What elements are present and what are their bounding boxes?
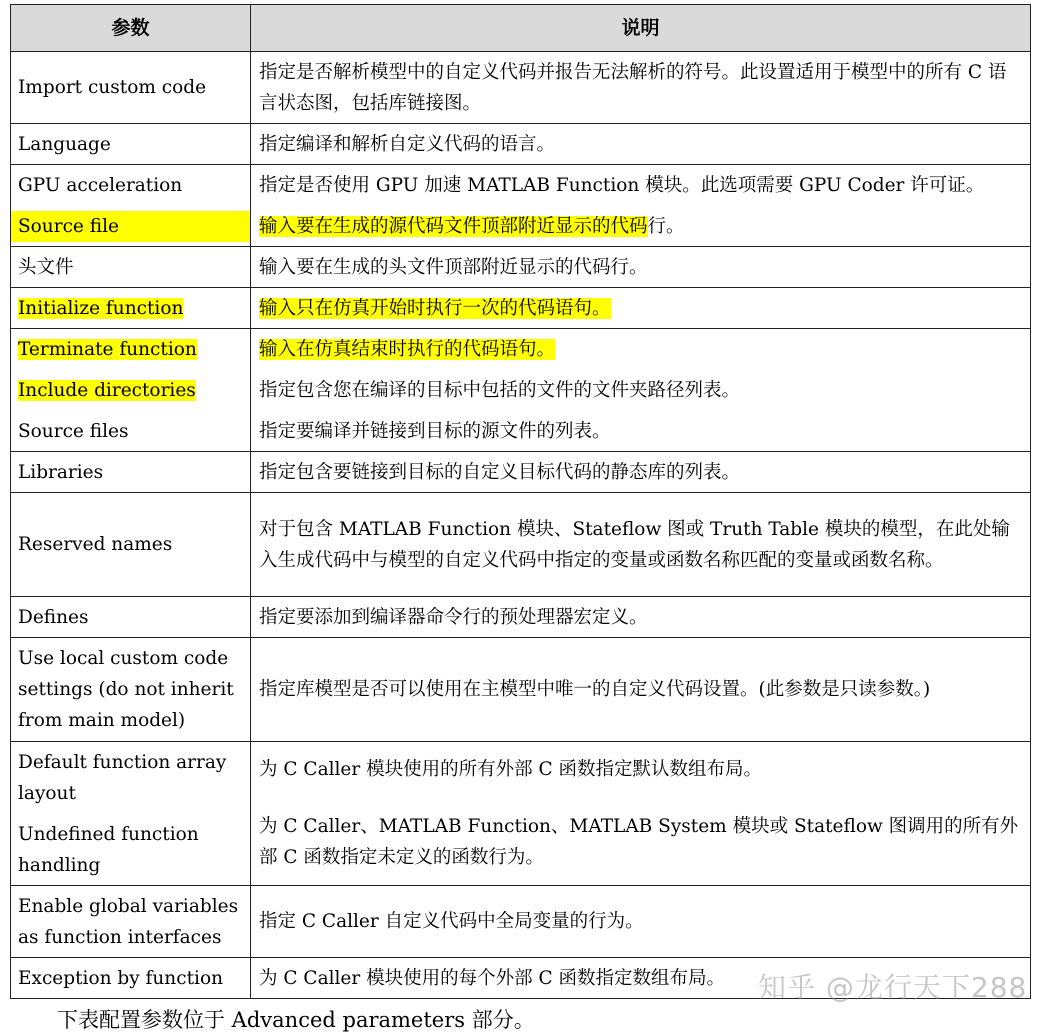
param-description: 输入要在生成的头文件顶部附近显示的代码行。 <box>251 247 1031 288</box>
param-name: Exception by function <box>11 958 251 999</box>
table-row <box>11 597 1031 638</box>
table-row <box>11 638 1031 742</box>
table-header-row <box>11 5 1031 52</box>
highlighted-text: 输入要在生成的源代码文件顶部附近显示的代码 <box>259 215 648 237</box>
column-header-description: 说明 <box>251 5 1031 52</box>
table-row <box>11 124 1031 165</box>
param-description-highlighted: 输入只在仿真开始时执行一次的代码语句。 <box>259 297 611 319</box>
watermark: 知乎 @龙行天下288 <box>758 971 1028 1004</box>
table-row <box>11 886 1031 958</box>
param-name: Default function array layout <box>18 751 227 804</box>
param-description: 为 C Caller 模块使用的每个外部 C 函数指定数组布局。 <box>251 958 1031 999</box>
table-row <box>11 52 1031 124</box>
param-name: Source files <box>18 420 129 442</box>
param-description: 为 C Caller 模块使用的所有外部 C 函数指定默认数组布局。 <box>259 759 763 780</box>
param-name: 头文件 <box>11 247 251 288</box>
param-name: Use local custom code settings (do not inherit from main model) <box>11 638 251 742</box>
param-description: 为 C Caller、MATLAB Function、MATLAB System 模块或 Stateflow 图调用的所有外部 C 函数指定未定义的函数行为。 <box>259 816 1019 868</box>
param-name-highlighted: Source file <box>11 211 250 242</box>
param-description-group <box>251 165 1031 247</box>
param-description <box>259 211 1024 242</box>
param-name-highlighted: Include directories <box>18 379 196 401</box>
param-description: 指定库模型是否可以使用在主模型中唯一的自定义代码设置。(此参数是只读参数。) <box>251 638 1031 742</box>
param-description: 指定编译和解析自定义代码的语言。 <box>251 124 1031 165</box>
table-row <box>11 452 1031 493</box>
table-row <box>11 247 1031 288</box>
param-description-cell <box>251 288 1031 329</box>
param-description: 指定要编译并链接到目标的源文件的列表。 <box>259 420 611 442</box>
param-name: Import custom code <box>11 52 251 124</box>
param-name: Defines <box>11 597 251 638</box>
param-description: 指定要添加到编译器命令行的预处理器宏定义。 <box>251 597 1031 638</box>
param-name: Undefined function handling <box>18 823 199 876</box>
description-remainder: 行。 <box>647 215 685 237</box>
param-name-cell <box>11 288 251 329</box>
param-description: 对于包含 MATLAB Function 模块、Stateflow 图或 Truth Table 模块的模型，在此处输入生成代码中与模型的自定义代码中指定的变量或函数名称匹配的变量或函数名称。 <box>251 493 1031 597</box>
parameter-table <box>10 4 1031 999</box>
param-description-group <box>251 329 1031 452</box>
param-description: 指定是否使用 GPU 加速 MATLAB Function 模块。此选项需要 GPU Coder 许可证。 <box>259 174 985 196</box>
table-row <box>11 493 1031 597</box>
param-name-line <box>18 334 250 365</box>
param-name-group <box>11 165 251 247</box>
table-row <box>11 329 1031 452</box>
table-row <box>11 742 1031 886</box>
param-description: 指定 C Caller 自定义代码中全局变量的行为。 <box>251 886 1031 958</box>
column-header-parameter: 参数 <box>11 5 251 52</box>
param-name: Reserved names <box>11 493 251 597</box>
param-name-line <box>18 375 250 406</box>
param-name-group <box>11 742 251 886</box>
param-name: GPU acceleration <box>18 174 183 196</box>
param-description-group <box>251 742 1031 886</box>
table-row <box>11 165 1031 247</box>
param-description-highlighted: 输入在仿真结束时执行的代码语句。 <box>259 338 556 360</box>
param-name: Libraries <box>11 452 251 493</box>
table-row <box>11 288 1031 329</box>
param-description-line <box>259 334 1024 365</box>
param-description: 指定包含您在编译的目标中包括的文件的文件夹路径列表。 <box>259 379 741 401</box>
param-description: 指定是否解析模型中的自定义代码并报告无法解析的符号。此设置适用于模型中的所有 C 语言状态图，包括库链接图。 <box>251 52 1031 124</box>
param-name: Enable global variables as function interfaces <box>11 886 251 958</box>
param-description: 指定包含要链接到目标的自定义目标代码的静态库的列表。 <box>251 452 1031 493</box>
footer-text: 下表配置参数位于 Advanced parameters 部分。 <box>57 1008 535 1032</box>
param-name-highlighted: Terminate function <box>18 338 197 360</box>
param-name: Language <box>11 124 251 165</box>
param-name-highlighted: Initialize function <box>18 297 184 319</box>
param-name-group <box>11 329 251 452</box>
